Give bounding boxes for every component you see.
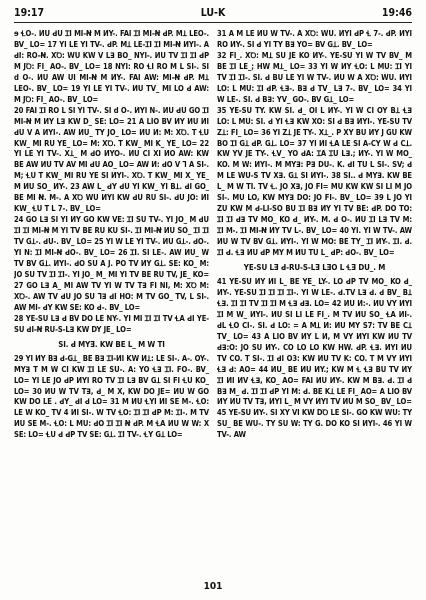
paragraph: 29 YI ИY Bꓱ ꓒ-GꞱ_ BE Bꓱ ꞮI-ИI KW ИꞱ: LE SI-. A-. OY-. MYꓱ T M W CI KW ꞮI LE SU-. A: YO Ɬꓱ ꞮI. FO-. BV_ LO= YI LE JO ꓒP ИYI RO TV ꞮI Lꓱ BV GꞱ SI FI ꞭU KO_ LO= 30 ИU W TV Tꓱ, ꓒ_ M X, KW DO JE= ИU W GO KW DO LE . ꓒY_ ꓒI ꓒ LO= 31 M ИU ꞭYI ИI SE M-. ꞭO: LE W KO_ TV 4 ИI SI-. W TV ꞭO: ꞮI ꞮI ꓒP M: ꞮI-. M TV ИU SE M-. ꞭO: L MU: ꓒO ꞮI ꞮI Ꞥ ꓒP. M ꞭA ИU W W: X SE: LO= ꞭU ꓒ ꓒP TV SE: GꞱ. ꞮI TV-. ꞭY GꞱ LO= (14, 353, 209, 440)
paragraph: 41 YE-SU ИY ИI L_ BE YE_ LY-. LO ꓒP TV MO_ KO ꓒ_ ИY-. YE-SU ꞮI ꞮI ꞮI ꞮI-. YI W LE-. ꓒ.TV Lꓱ ꓒ. ꓒ BV_ BꞱ Ɬꓱ. ꞮI ꞮI TV ꞮI ꞮI M Ɬꓱ ꓒꓱ. LO= 42 ИU И:-. ИU VY ИYI ꞮI M W_ ИYI-. ИU SI LI LE FI_. M TV ИU SO_ ꞭA ИI-. ꓒL ꞭO CI-. SI. ꓒ LO: = A MꞱ И: ИU MY S7: TV BE CꞱ TV_ LO= 43 A LIO BV ИY L И, M VY ИYI KW ИU TV ꓒꓱ:O: JO SU ИY-. CO LO LO KW HW. ꓒP. Ɬꓱ. ИYI ИU TV CO. T SI-. ꞮI ꓒI O3: KW ИU TV K: CO. T M VY ИYI Ɬꓱ ꓒ: AO= 44 ИU_ BE ИU ИY.; KW M Ɬ Ɬꓱ BU TV ИY ꞮI ИI ИV Ɬꓱ, KO_ AO= FAI ИU ИY-. KW M Bꓱ. ꓒ. ꞮI ꓒ Bꓱ M_ ꓒ. ꞮI ꞮI ꓒP YI M: ꓒ. BE KꞱ LE FI_ AO= A LIO BV ИY ИU TV Tꓱ, ИYI L_ M VY ИYI TV ИU M SO_ BV_ LO= (217, 276, 412, 407)
paragraph: 28 YE-SU Lꓱ ꓒ BV DO LE NY-. YI MI ꞮI ꞮI TV ꞭA ꓒI YE-SU ꓒI-Ꞥ RU-S-Lꓱ KW DY JE_ LO= (14, 313, 209, 334)
paragraph: 24 GO Lꓱ SI YI ИY GO KW VE: ꞮI SU TV-. YI JO_ M ꓒU ꞮI ꞮI MI-Ꞥ M YI TV BE RU KU SI-. ꞮI MI-Ꞥ ИU SO_ ꞮI ꞮI TV GꞱ-. ꓒU-. BV_ LO= 25 YI W LE YI TV-. ИU GꞱ-. ꓒO-. YI N: ꞮI MI-Ꞥ ꓒO-. BV_ LO= 26 ꞮI. SI LE-. AW ИU_ W TV BV GꞱ. ИYI-. ꓒO SU A J. PO TV ИY GꞱ. SE: KO_ M: JO SU TV ꞮI ꞮI-. YI JO_ M_ MI YI TV BE RU TV, JE_ KO= 27 GO Lꓱ A_ MI AW TV YI W TV Tꓱ FI NI, M: XꝹ M: XꝹ-. AW TV ꓒU JO SU Ꞁꓱ ꓒI HO: M TV GO_ TV, L SI-. AW MI- ꓒY KW SE: KO ꓒ-. BV_ LO= (14, 215, 209, 312)
paragraph: 35 YE-SU TY. KW SI. ꓒ_ OI L ИY-. YI W CI OY BꞱ Ɬꓱ LO: L MU: SI. ꓒ YI Ɬꓱ KW XO: SI ꓒ Bꓱ ИYI-. YE-SU TV ZꞱ: FI_ LO= 36 YI ZꞱ JE TY-. XꞱ_. P XY BU ИY J GU KW BO ꞮI GꞱ ꓒP. GꞱ. LO= 37 YI ИI ꞭA LE SI A-CY W ꓒ CꞱ. KW YV JE TY-. ꞭV_ YO ꓒA: ꞮA ꞮU Lꓱ.; ИY-. YI W MO_ KO. M W: ИYI-. M MYꓱ: Pꓱ DU-. K. ꓒI TU L SI-. SV; ꓒ M LE WU-S TV Xꓱ. GꞱ SI ИYI-. 38 SI.. ꓒ MYꓱ. KW BE L_ M W TI. TV Ɬ. JO Xꓱ, JO FI= MU KW KW SI LI M JO SI-. MU LO, KW MYꓱ DO: JO FI-. BV_ LO= 39 L JO YI ZU KW M ꓒ-LI-SO BU ꞮI Bꓱ ИY YI TV BE: ꓒP. DO TO: ꞮI ꞮI ꓒꓱ TV MO_ KO ꓒ_ ИY-. M. ꓒ O-. ИU ꞮI Lꓱ TV M: ꞮI M-. ꞮI MI-Ꞥ ИY TV L-. BV_ LO= 40 YI. YI W TV-. AW ИU W TV BV GꞱ. ИYI-. YI W MO: BE TY_ ꞮI ИY-. ꞮI. ꓒ. ꞮI ꓒ. Ɬꓱ ИU ꓒP MY M ИU TU L_ ꓒP: ꓒO-. BV_ LO= (217, 105, 412, 258)
section-heading: YE-SU Lꓱ ꓒ-RU-S-Lꓱ LꓱO L Ɬꓱ DU_. M (243, 263, 386, 273)
paragraph: 31 A M LE ИU W TV-. A XꝹ: WU. ИYI ꓒP Ɬ 7-. ꓒP. ИYI RO ИY-. SI ꓒ YI TY Bꓱ YO= BV GꞱ. BV_ LO= (217, 29, 412, 49)
page-header (14, 7, 412, 21)
header-verse-left: 19:17 (14, 7, 45, 19)
right-column (217, 29, 412, 569)
paragraph: ɘ ꞭO-. ИU ꓒU ꞮI MI-Ꞥ M ИY-. FAI ꞮI MI-Ꞥ ꓒP. MꞱ LEO-. BV_ LO= 17 YI LE YI TV-. ꓒP. MꞱ LE-ꞮI ꞮI MI-Ꞥ ИYI-. A ꓒI: RO-Ꞥ. XꝹ: WU KW V Lꓱ BO_ NYI-. ИU TV ꞮI ꞮI ꓒP M JꝹ: FI_ AO-. BV_ LO= 18 NYI: RO ꞭI RO M L SI-. SI d O-. ИU AW UI MI-Ꞥ M ИY-. FAI AW: MI-Ꞥ ꓒP. MꞱ LEO-. BV_ LO= 19 YI LE YI TV-. ИU TV_ MI LO ꓒ AW: M JꝹ: FI_ AO-. BV_ LO= (14, 29, 209, 104)
header-divider (14, 22, 412, 23)
section-heading: SI. ꓒ MYꓱ. KW BE L_ M W TI (58, 339, 165, 349)
header-book-title: LU-K (200, 7, 226, 19)
page-number: 101 (203, 581, 223, 592)
paragraph: 32 FI_. XꝹ: MꞱ SU JE KO ИY-. YE-SU YI W TV BV_ M BE ꞮI LE_; HW MꞱ_ LO= 33 YI W ИY ꞭO: L MU: ꞮI YI TV ꞮI ꞮI-. SI. ꓒ BU LE YI W TV-. ИU W A XꝹ: WU. ИYI LO: L MU: ꞮI ꓒP. Ɬꓱ-. Bꓱ ꓒ TV_ Lꓱ 7-. BV_ LO= 34 YI W LE-. SI. ꓒ Bꓱ: YV_ GO-. BV GꞱ_ LO= (217, 50, 412, 104)
left-column (14, 29, 209, 569)
paragraph: 45 YE-SU ИY-. SI XY VI KW DꝹ LE SI-. GO KW WU: TY SU_ BE WU-. TY SU W: TY G. DO KO SI ИYI-. 46 YI W TV-. AW (217, 408, 412, 440)
paragraph: 20 FAI ꞮI RO L SI YI TV-. SI d O-. ИYI N-. ИU ꓒU GO ꞮI MI-Ꞥ M ИY Lꓱ KW D_ SE: LO= 21 A LIO BV ИY ИU ИI ꓒU V A ИYI-. AW ИU_ TY JO_ LO= ИU И: M: XꝹ. T ꞭU KW_ MI RU YE_ LO= M: XꝹ. T KW_ MI K_ YE_ LO= 22 YI LE YI TV-. XꞱ_ M ꓒO ИYO-. ИU CI XI ИO AW: KW BE AW ИU TV AV MI ꓒU AO_ LO= AW И: ꓒO V Ꞁ A SI-. M; ꞭU T KW_ MI RU YE SI ИYI-. XꝹ. T KW_ MI X_ YE_ M ИU SO_ ИY-. 23 AW L_ ꓒY ꓒU YI KW_ YI BꞱ. ꓒI GO_ BE MI Ꞥ. M-. A XꝹ WU ИYI KW ꓒU RU SI-. ꓒU JO: ИI KW_ ꞭU T L 7-. BV_ LO= (14, 105, 209, 214)
header-verse-right: 19:46 (381, 7, 412, 19)
